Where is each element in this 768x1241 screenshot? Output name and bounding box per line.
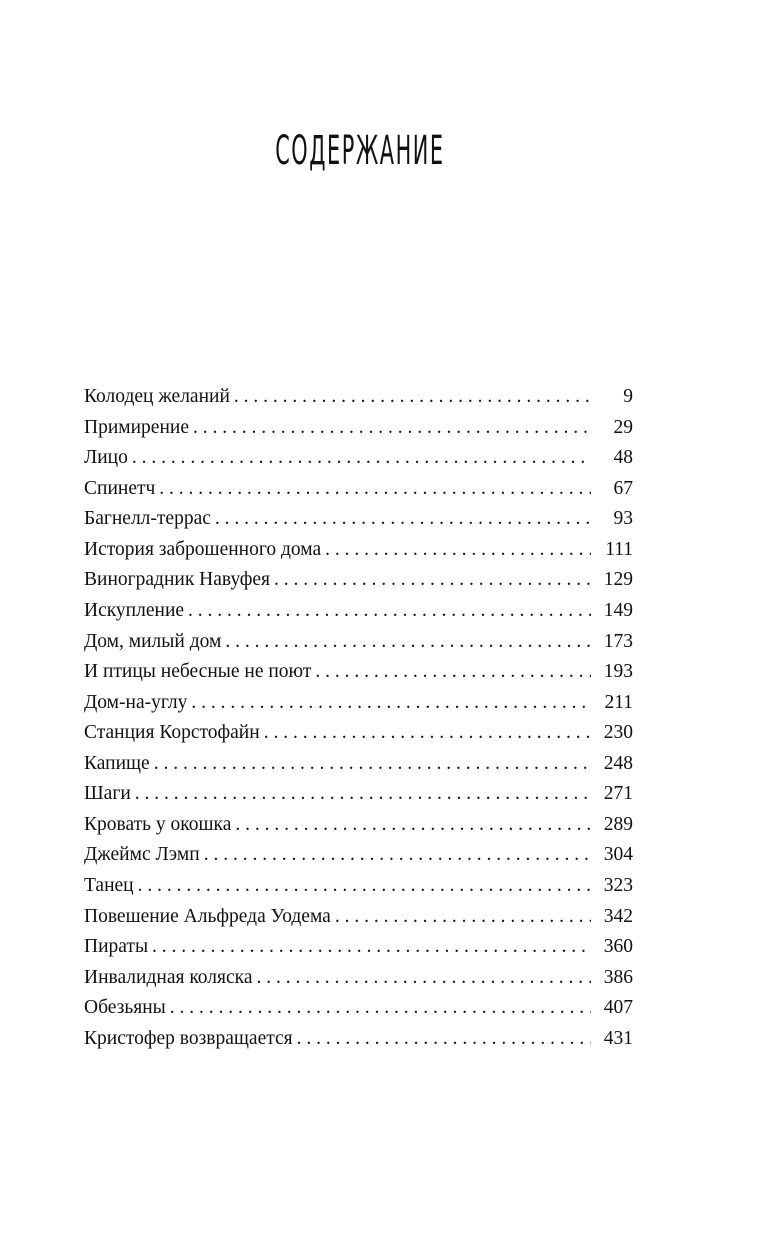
toc-entry-title: Повешение Альфреда Уодема bbox=[84, 905, 331, 927]
dot-leader bbox=[256, 963, 591, 994]
toc-entry-title: Спинетч bbox=[84, 477, 156, 499]
toc-entry bbox=[84, 565, 633, 596]
toc-entry-title: Пираты bbox=[84, 936, 149, 958]
toc-entry-title: Инвалидная коляска bbox=[84, 966, 253, 988]
dot-leader bbox=[152, 932, 591, 963]
toc-entry bbox=[84, 413, 633, 444]
toc-entry-title: Станция Корстофайн bbox=[84, 722, 260, 744]
toc-entry-page: 149 bbox=[603, 599, 633, 621]
toc-entry bbox=[84, 902, 633, 933]
toc-entry bbox=[84, 718, 633, 749]
toc-entry-page: 93 bbox=[613, 508, 633, 530]
dot-leader bbox=[215, 504, 591, 535]
dot-leader bbox=[335, 902, 591, 933]
dot-leader bbox=[234, 382, 591, 413]
toc-entry-page: 386 bbox=[603, 966, 633, 988]
toc-entry-page: 193 bbox=[603, 661, 633, 683]
dot-leader bbox=[170, 993, 591, 1024]
toc-entry bbox=[84, 932, 633, 963]
toc-entry bbox=[84, 871, 633, 902]
toc-entry-page: 323 bbox=[603, 875, 633, 896]
toc-entry-page: 29 bbox=[613, 416, 633, 438]
toc-entry-page: 304 bbox=[603, 844, 633, 866]
toc-entry-title: Дом-на-углу bbox=[84, 691, 188, 713]
toc-entry-page: 67 bbox=[613, 477, 633, 499]
toc-entry-page: 129 bbox=[603, 569, 633, 591]
toc-entry bbox=[84, 627, 633, 658]
toc-entry-title: Обезьяны bbox=[84, 997, 166, 1019]
toc-entry bbox=[84, 688, 633, 719]
dot-leader bbox=[235, 810, 591, 841]
dot-leader bbox=[325, 535, 591, 566]
toc-entry-title: Джеймс Лэмп bbox=[84, 844, 200, 866]
toc-entry bbox=[84, 443, 633, 474]
toc-entry bbox=[84, 963, 633, 994]
dot-leader bbox=[315, 657, 591, 688]
toc-entry bbox=[84, 382, 633, 413]
toc-entry-title: Кристофер возвращается bbox=[84, 1027, 293, 1049]
dot-leader bbox=[135, 779, 591, 810]
toc-entry-title: Лицо bbox=[84, 447, 128, 469]
toc-entry-title: Виноградник Навуфея bbox=[84, 569, 270, 591]
toc-entry-page: 9 bbox=[623, 386, 633, 407]
toc-entry-title: Багнелл-террас bbox=[84, 508, 211, 530]
toc-entry-page: 173 bbox=[603, 630, 633, 652]
toc-entry-page: 342 bbox=[603, 905, 633, 927]
table-of-contents bbox=[84, 382, 633, 1054]
toc-entry-title: Капище bbox=[84, 752, 150, 774]
toc-entry-title: Шаги bbox=[84, 783, 131, 805]
dot-leader bbox=[159, 474, 591, 505]
dot-leader bbox=[274, 565, 591, 596]
toc-entry-page: 230 bbox=[603, 722, 633, 744]
toc-entry-page: 48 bbox=[613, 447, 633, 469]
toc-entry-title: Танец bbox=[84, 875, 134, 896]
toc-entry bbox=[84, 779, 633, 810]
dot-leader bbox=[204, 840, 591, 871]
toc-entry-title: История заброшенного дома bbox=[84, 538, 322, 560]
toc-entry-title: Дом, милый дом bbox=[84, 630, 222, 652]
toc-entry-page: 211 bbox=[604, 691, 633, 713]
dot-leader bbox=[154, 749, 591, 780]
toc-entry bbox=[84, 657, 633, 688]
toc-entry bbox=[84, 993, 633, 1024]
dot-leader bbox=[188, 596, 591, 627]
dot-leader bbox=[138, 871, 591, 902]
toc-entry bbox=[84, 474, 633, 505]
toc-entry bbox=[84, 596, 633, 627]
toc-entry-title: Колодец желаний bbox=[84, 386, 230, 407]
toc-entry-page: 271 bbox=[603, 783, 633, 805]
toc-entry-page: 431 bbox=[603, 1027, 633, 1049]
toc-entry bbox=[84, 840, 633, 871]
toc-entry bbox=[84, 504, 633, 535]
dot-leader bbox=[132, 443, 591, 474]
dot-leader bbox=[297, 1024, 591, 1055]
page-title bbox=[0, 128, 720, 174]
toc-entry-page: 407 bbox=[603, 997, 633, 1019]
toc-entry bbox=[84, 1024, 633, 1055]
dot-leader bbox=[193, 413, 591, 444]
toc-entry-title: И птицы небесные не поют bbox=[84, 661, 312, 683]
toc-entry bbox=[84, 749, 633, 780]
toc-entry bbox=[84, 535, 633, 566]
dot-leader bbox=[264, 718, 591, 749]
toc-entry-page: 289 bbox=[603, 813, 633, 835]
toc-entry-title: Кровать у окошка bbox=[84, 813, 232, 835]
toc-entry-title: Примирение bbox=[84, 416, 189, 438]
toc-entry-page: 248 bbox=[603, 752, 633, 774]
toc-entry-page: 111 bbox=[605, 538, 633, 560]
dot-leader bbox=[225, 627, 591, 658]
toc-entry-page: 360 bbox=[603, 936, 633, 958]
toc-entry bbox=[84, 810, 633, 841]
toc-entry-title: Искупление bbox=[84, 599, 185, 621]
page-title-text: СОДЕРЖАНИЕ bbox=[275, 128, 445, 174]
dot-leader bbox=[191, 688, 591, 719]
